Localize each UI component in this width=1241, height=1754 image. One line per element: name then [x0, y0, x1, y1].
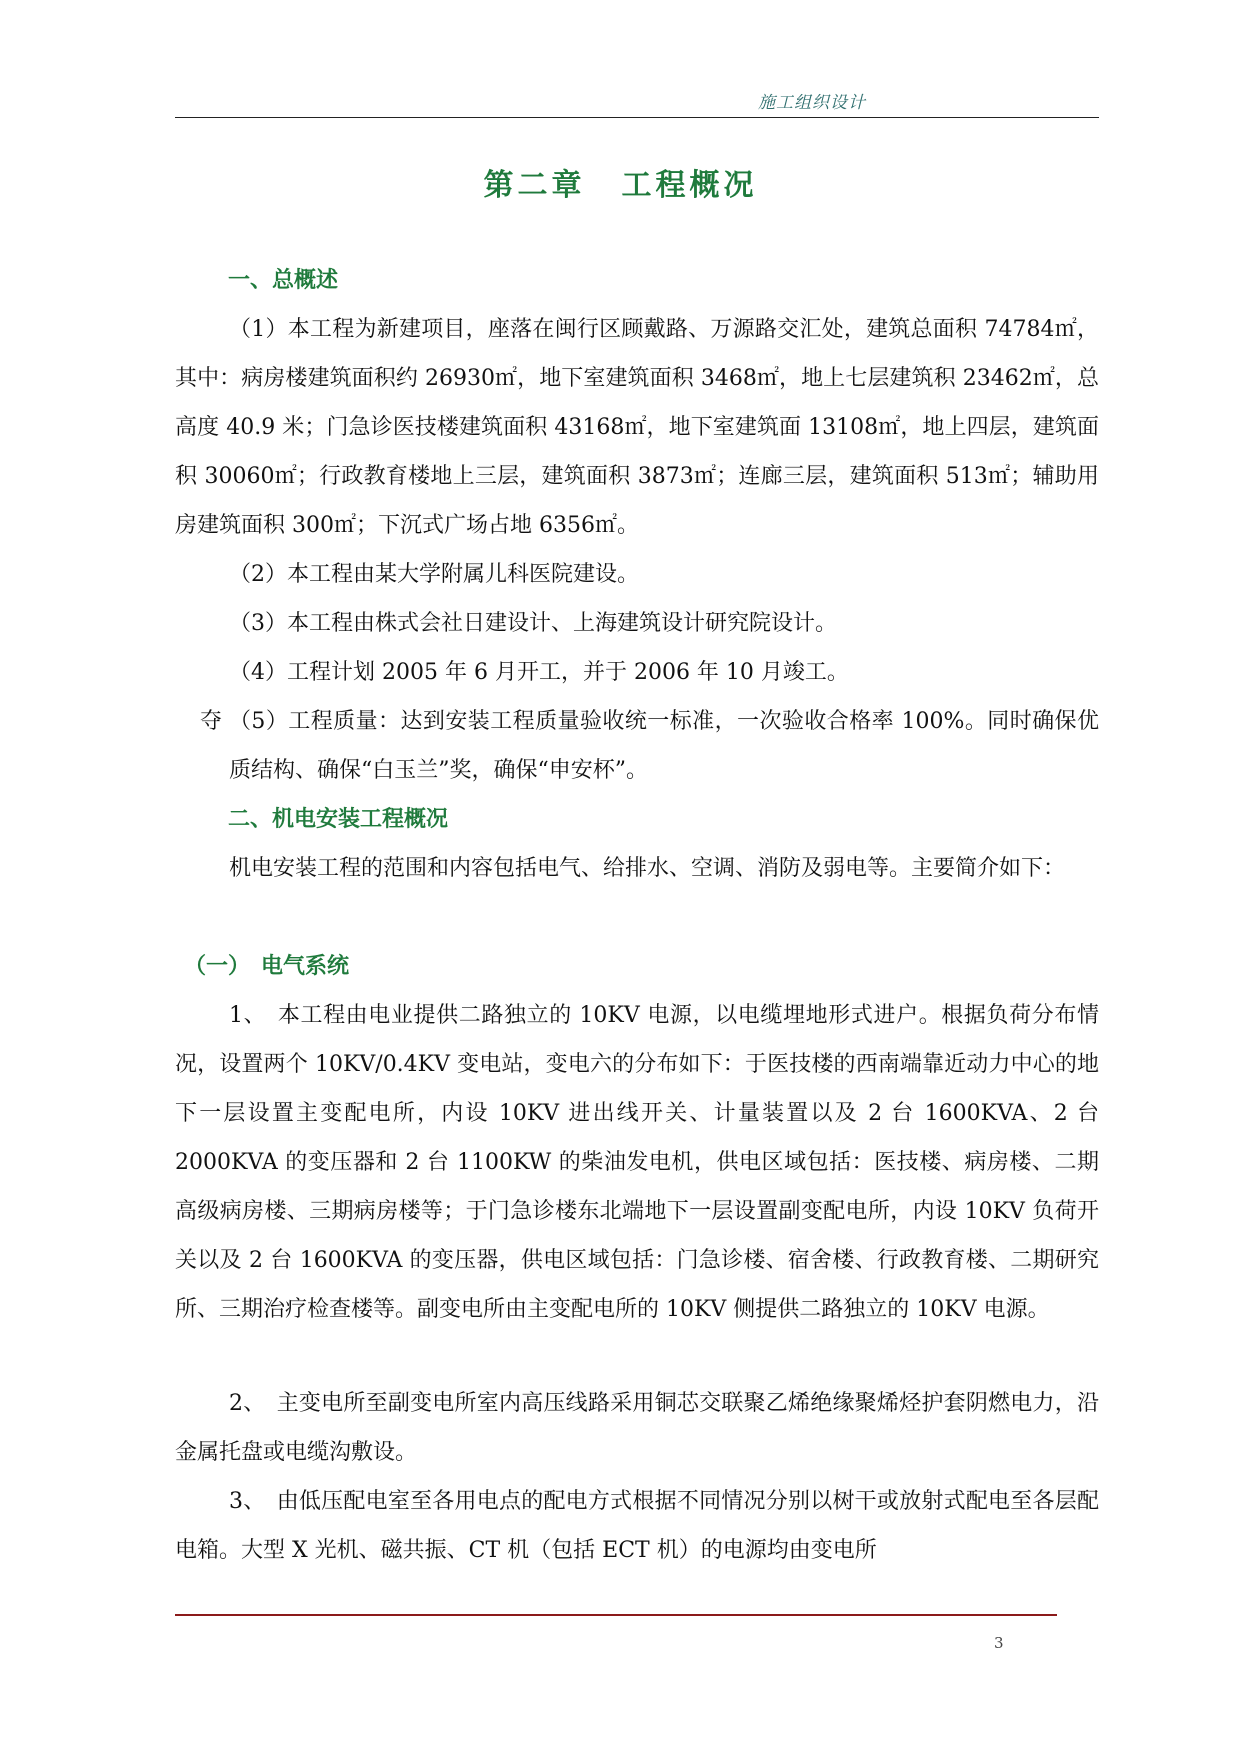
section1-item-2: （2）本工程由某大学附属儿科医院建设。 — [229, 562, 639, 587]
section2-heading: 二、机电安装工程概况 — [228, 807, 449, 832]
section1-heading: 一、总概述 — [228, 268, 339, 293]
chapter-title — [0, 160, 1241, 204]
section1-item-5 — [229, 697, 1099, 795]
chapter-name: 工程概况 — [621, 168, 758, 203]
electrical-paragraph-3: 3、 由低压配电室至各用电点的配电方式根据不同情况分别以树干或放射式配电至各层配电箱。大型 X 光机、磁共振、CT 机（包括 ECT 机）的电源均由变电所 — [175, 1489, 1099, 1563]
section1-item-4: （4）工程计划 2005 年 6 月开工，并于 2006 年 10 月竣工。 — [229, 660, 849, 685]
page-number: 3 — [994, 1634, 1004, 1652]
electrical-subheading: （一） 电气系统 — [184, 954, 350, 979]
section1-item-5-text: （5）工程质量：达到安装工程质量验收统一标准，一次验收合格率 100%。同时确保优质结构、确保“白玉兰”奖，确保“申安杯”。 — [229, 709, 1099, 783]
chapter-number: 第二章 — [483, 168, 586, 203]
footer-rule — [175, 1614, 1057, 1616]
section1-item-3: （3）本工程由株式会社日建设计、上海建筑设计研究院设计。 — [229, 611, 837, 636]
header-rule — [175, 117, 1099, 118]
section2-intro: 机电安装工程的范围和内容包括电气、给排水、空调、消防及弱电等。主要简介如下： — [229, 856, 1066, 881]
electrical-paragraph-1: 1、 本工程由电业提供二路独立的 10KV 电源，以电缆埋地形式进户。根据负荷分布情况，设置两个 10KV/0.4KV 变电站，变电六的分布如下：于医技楼的西南端靠近动力中心的地下一层设置主变配电所，内设 10KV 进出线开关、计量装置以及 2 台 1600KVA、2 台 2000KVA 的变压器和 2 台 1100KW 的柴油发电机，供电区域包括：医技楼、病房楼、二期高级病房楼、三期病房楼等；于门急诊楼东北端地下一层设置副变配电所，内设 10KV 负荷开关以及 2 台 1600KVA 的变压器，供电区域包括：门急诊楼、宿舍楼、行政教育楼、二期研究所、三期治疗检查楼等。副变电所由主变配电所的 10KV 侧提供二路独立的 10KV 电源。 — [175, 1003, 1099, 1322]
electrical-paragraph-2: 2、 主变电所至副变电所室内高压线路采用铜芯交联聚乙烯绝缘聚烯烃护套阴燃电力，沿金属托盘或电缆沟敷设。 — [175, 1391, 1099, 1465]
running-header: 施工组织设计 — [758, 93, 866, 113]
item5-marker: 夺 — [200, 709, 223, 734]
section1-item-1: （1）本工程为新建项目，座落在闽行区顾戴路、万源路交汇处，建筑总面积 74784㎡，其中：病房楼建筑面积约 26930㎡，地下室建筑面积 3468㎡，地上七层建筑积 23462㎡，总高度 40.9 米；门急诊医技楼建筑面积 43168㎡，地下室建筑面 13108㎡，地上四层，建筑面积 30060㎡；行政教育楼地上三层，建筑面积 3873㎡；连廊三层，建筑面积 513㎡；辅助用房建筑面积 300㎡；下沉式广场占地 6356㎡。 — [175, 317, 1099, 538]
